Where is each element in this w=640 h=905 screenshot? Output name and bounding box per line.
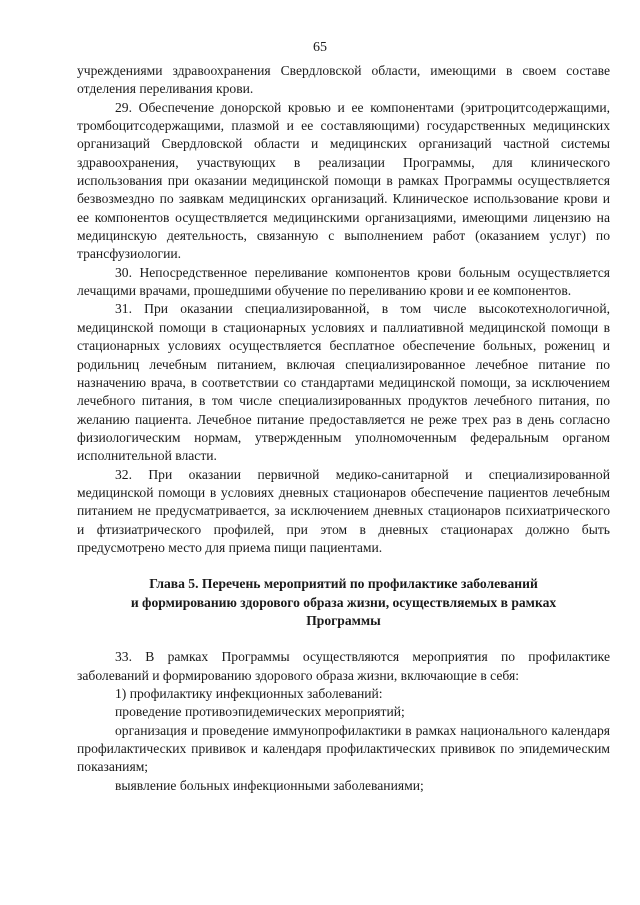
paragraph-33: 33. В рамках Программы осуществляются мероприятия по профилактике заболеваний и формированию здорового образа жизни, включающие в себя:	[77, 649, 610, 683]
list-item-infectious-prevention: 1) профилактику инфекционных заболеваний:	[115, 686, 383, 701]
list-item-antiepidemic-measures: проведение противоэпидемических мероприятий;	[115, 704, 405, 720]
chapter-heading-line-3: Программы	[306, 612, 381, 628]
list-item-detection-infected: выявление больных инфекционными заболеваниями;	[115, 777, 424, 793]
page-content	[77, 62, 610, 795]
spacer	[77, 630, 610, 648]
paragraph-30: 30. Непосредственное переливание компонентов крови больным осуществляется лечащими врачами, прошедшими обучение по переливанию крови и ее компонентов.	[77, 264, 610, 299]
paragraph-32: 32. При оказании первичной медико-санитарной и специализированной медицинской помощи в условиях дневных стационаров обеспечение пациентов лечебным питанием не предусматривается, за исключением дневных стационаров психиатрического и фтизиатрического профилей, при этом в дневных стационарах должно быть предусмотрено место для приема пищи пациентами.	[77, 466, 610, 555]
list-item-immunoprophylaxis: организация и проведение иммунопрофилактики в рамках национального календаря профилактических прививок и календаря профилактических прививок по эпидемическим показаниям;	[77, 722, 610, 775]
chapter-heading-line-2: и формированию здорового образа жизни, осуществляемых в рамках	[130, 594, 557, 610]
paragraph-29: 29. Обеспечение донорской кровью и ее компонентами (эритроцитсодержащими, тромбоцитсодержащими, плазмой и ее составляющими) государственных медицинских организаций Свердловской области и медицинских организаций частной системы здравоохранения, участвующих в реализации Программы, для клинического использования при оказании медицинской помощи в рамках Программы осуществляется безвозмездно по заявкам медицинских организаций. Клиническое использование крови и ее компонентов осуществляется медицинскими организациями, имеющими лицензию на медицинскую деятельность, связанную с выполнением работ (оказанием услуг) по трансфузиологии.	[77, 99, 610, 262]
page-number: 65	[313, 40, 327, 55]
paragraph-31: 31. При оказании специализированной, в том числе высокотехнологичной, медицинской помощи в стационарных условиях и паллиативной медицинской помощи в стационарных условиях осуществляется бесплатное обеспечение больных, рожениц и родильниц лечебным питанием, включая специализированное лечебное питание по назначению врача, в соответствии со стандартами медицинской помощи, за исключением лечебного питания, в том числе специализированных продуктов лечебного питания, по желанию пациента. Лечебное питание предоставляется не реже трех раз в день согласно физиологическим нормам, утвержденным уполномоченным федеральным органом исполнительной власти.	[77, 301, 610, 464]
spacer	[77, 557, 610, 575]
paragraph-continuation: учреждениями здравоохранения Свердловской области, имеющими в своем составе отделения переливания крови.	[77, 63, 610, 97]
chapter-heading-line-1: Глава 5. Перечень мероприятий по профилактике заболеваний	[149, 576, 538, 592]
